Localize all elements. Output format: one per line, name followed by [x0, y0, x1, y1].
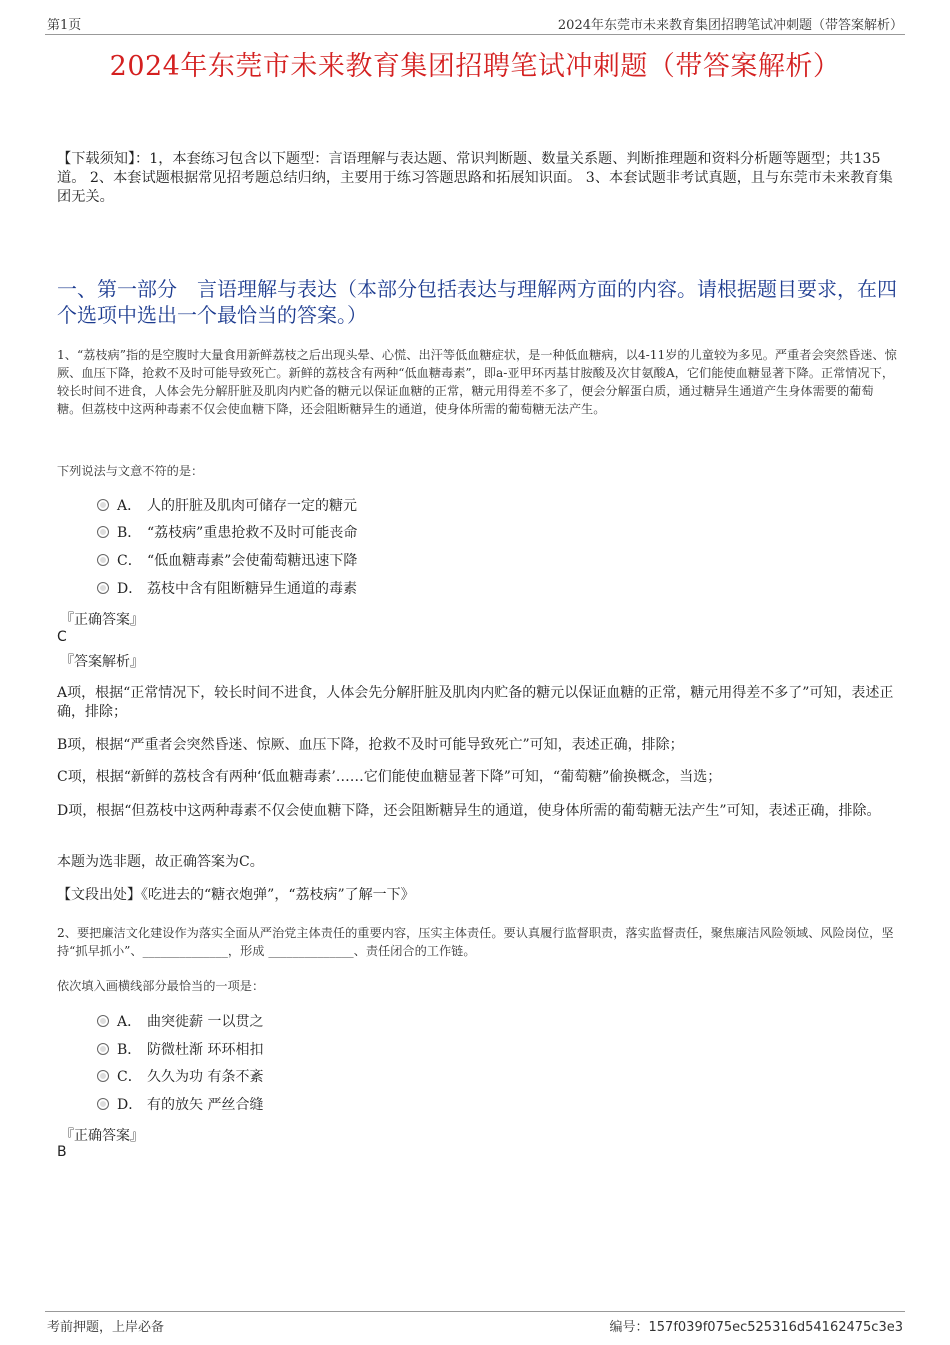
radio-icon[interactable]: [97, 582, 109, 594]
option-text: “荔枝病”重患抢救不及时可能丧命: [147, 525, 358, 541]
footer-slogan: 考前押题，上岸必备: [47, 1320, 165, 1335]
radio-icon[interactable]: [97, 526, 109, 538]
q1-analysis-conclusion: 本题为选非题，故正确答案为C。: [57, 854, 264, 870]
section-title: 一、第一部分 言语理解与表达（本部分包括表达与理解两方面的内容。请根据题目要求，在四个选项中选出一个最恰当的答案。）: [57, 277, 897, 327]
q1-analysis-d: D项，根据“但荔枝中这两种毒素不仅会使血糖下降，还会阻断糖异生的通道，使身体所需的葡萄糖无法产生”可知，表述正确，排除。: [57, 803, 881, 819]
question-1-prompt: 下列说法与文意不符的是：: [57, 464, 204, 478]
option-key: C．: [117, 553, 142, 569]
q1-option-d[interactable]: [97, 579, 357, 599]
option-text: 荔枝中含有阻断糖异生通道的毒素: [147, 581, 357, 597]
radio-icon[interactable]: [97, 1098, 109, 1110]
radio-icon[interactable]: [97, 499, 109, 511]
page-header: [45, 14, 905, 35]
q1-option-c[interactable]: [97, 551, 357, 571]
q1-source: 【文段出处】《吃进去的“糖衣炮弹”，“荔枝病”了解一下》: [57, 887, 415, 903]
q1-option-b[interactable]: [97, 523, 357, 543]
option-key: A．: [117, 498, 142, 514]
radio-icon[interactable]: [97, 1043, 109, 1055]
question-2-prompt: 依次填入画横线部分最恰当的一项是：: [57, 979, 265, 993]
footer-code-label: 编号：: [609, 1320, 649, 1335]
option-text: 久久为功 有条不紊: [147, 1069, 264, 1085]
question-2-text: 2、要把廉洁文化建设作为落实全面从严治党主体责任的重要内容，压实主体责任。要认真履行监督职责，落实监督责任，聚焦廉洁风险领域、风险岗位，坚持“抓早抓小”、______________，形成 ______________、责任闭合的工作链。: [57, 926, 894, 958]
q2-option-b[interactable]: [97, 1040, 263, 1060]
radio-icon[interactable]: [97, 1070, 109, 1082]
q1-answer: C: [57, 629, 67, 645]
option-text: 人的肝脏及肌肉可储存一定的糖元: [147, 498, 357, 514]
document-title: 2024年东莞市未来教育集团招聘笔试冲刺题（带答案解析）: [109, 51, 841, 82]
option-key: B．: [117, 1042, 142, 1058]
q2-answer-label: 『正确答案』: [60, 1128, 144, 1144]
header-doc-title: 2024年东莞市未来教育集团招聘笔试冲刺题（带答案解析）: [557, 18, 903, 33]
q2-answer: B: [57, 1144, 67, 1160]
q1-answer-label: 『正确答案』: [60, 612, 144, 628]
footer-code: [610, 1316, 904, 1335]
radio-icon[interactable]: [97, 554, 109, 566]
q2-option-d[interactable]: [97, 1095, 263, 1115]
page-footer: [45, 1311, 905, 1334]
question-1-text: 1、“荔枝病”指的是空腹时大量食用新鲜荔枝之后出现头晕、心慌、出汗等低血糖症状，是一种低血糖病，以4-11岁的儿童较为多见。严重者会突然昏迷、惊厥、血压下降，抢救不及时可能导致死亡。新鲜的荔枝含有两种“低血糖毒素”，即a-亚甲环丙基甘胺酸及次甘氨酸A，它们能使血糖显著下降。正常情况下，较长时间不进食，人体会先分解肝脏及肌肉内贮备的糖元以保证血糖的正常，糖元用得差不多了，便会分解蛋白质，通过糖异生通道产生身体需要的葡萄糖。但荔枝中这两种毒素不仅会使血糖下降，还会阻断糖异生的通道，使身体所需的葡萄糖无法产生。: [57, 348, 897, 416]
option-text: 有的放矢 严丝合缝: [147, 1097, 264, 1113]
option-key: A．: [117, 1014, 142, 1030]
q1-analysis-a: A项，根据“正常情况下，较长时间不进食，人体会先分解肝脏及肌肉内贮备的糖元以保证血糖的正常，糖元用得差不多了”可知，表述正确，排除；: [57, 685, 894, 720]
option-text: 防微杜渐 环环相扣: [147, 1042, 264, 1058]
option-text: 曲突徙薪 一以贯之: [147, 1014, 264, 1030]
page-number: 第1页: [47, 18, 82, 33]
option-key: D．: [117, 1097, 143, 1113]
download-notice: 【下载须知】：1，本套练习包含以下题型：言语理解与表达题、常识判断题、数量关系题、判断推理题和资料分析题等题型；共135道。 2、本套试题根据常见招考题总结归纳，主要用于练习答题思路和拓展知识面。 3、本套试题非考试真题，且与东莞市未来教育集团无关。: [57, 151, 893, 205]
q1-analysis-c: C项，根据“新鲜的荔枝含有两种‘低血糖毒素’……它们能使血糖显著下降”可知，“葡萄糖”偷换概念，当选；: [57, 769, 722, 785]
option-key: B．: [117, 525, 142, 541]
option-text: “低血糖毒素”会使葡萄糖迅速下降: [147, 553, 358, 569]
q1-analysis-b: B项，根据“严重者会突然昏迷、惊厥、血压下降，抢救不及时可能导致死亡”可知，表述正确，排除；: [57, 737, 684, 753]
option-key: C．: [117, 1069, 142, 1085]
footer-code-value: 157f039f075ec525316d54162475c3e3: [648, 1320, 903, 1335]
q1-analysis-label: 『答案解析』: [60, 654, 144, 670]
option-key: D．: [117, 581, 143, 597]
q2-option-a[interactable]: [97, 1012, 263, 1032]
q2-option-c[interactable]: [97, 1067, 263, 1087]
radio-icon[interactable]: [97, 1015, 109, 1027]
q1-option-a[interactable]: [97, 496, 357, 516]
